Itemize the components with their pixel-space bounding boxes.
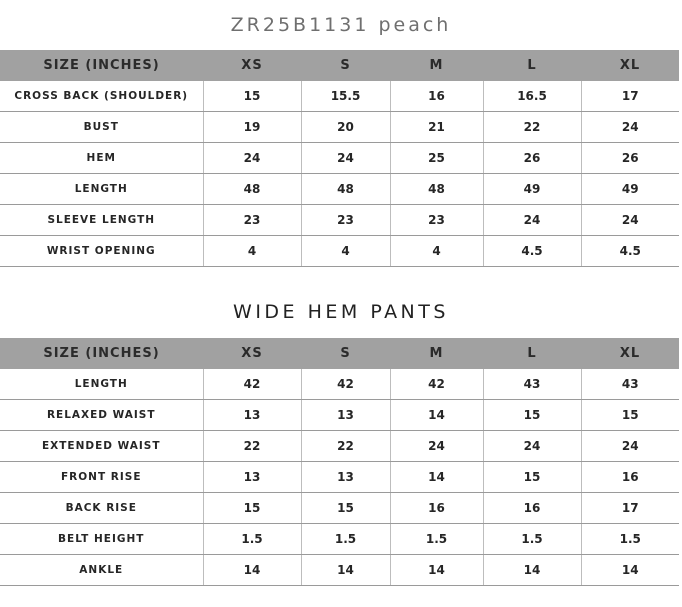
header-cell-l: L: [483, 338, 581, 369]
size-value-cell: 15: [203, 81, 301, 112]
size-value-cell: 19: [203, 112, 301, 143]
header-cell-m: M: [390, 338, 483, 369]
size-value-cell: 15: [483, 462, 581, 493]
row-label: RELAXED WAIST: [0, 400, 203, 431]
size-value-cell: 14: [203, 555, 301, 586]
row-label: ANKLE: [0, 555, 203, 586]
size-value-cell: 26: [581, 143, 679, 174]
table-header-row: [0, 50, 679, 81]
size-value-cell: 15: [203, 493, 301, 524]
header-cell-s: S: [301, 50, 390, 81]
size-value-cell: 24: [581, 112, 679, 143]
size-value-cell: 16.5: [483, 81, 581, 112]
size-value-cell: 13: [301, 462, 390, 493]
top-size-table: [0, 50, 679, 267]
table-row: [0, 112, 679, 143]
row-label: HEM: [0, 143, 203, 174]
size-value-cell: 42: [390, 369, 483, 400]
size-value-cell: 21: [390, 112, 483, 143]
size-value-cell: 43: [483, 369, 581, 400]
size-value-cell: 22: [483, 112, 581, 143]
row-label: BUST: [0, 112, 203, 143]
row-label: WRIST OPENING: [0, 236, 203, 267]
size-value-cell: 16: [390, 81, 483, 112]
table-row: [0, 143, 679, 174]
size-value-cell: 16: [483, 493, 581, 524]
size-value-cell: 24: [581, 205, 679, 236]
size-value-cell: 42: [301, 369, 390, 400]
row-label: EXTENDED WAIST: [0, 431, 203, 462]
size-value-cell: 14: [390, 555, 483, 586]
size-value-cell: 17: [581, 493, 679, 524]
size-value-cell: 14: [483, 555, 581, 586]
header-cell-m: M: [390, 50, 483, 81]
header-cell-xl: XL: [581, 338, 679, 369]
table-header-row: [0, 338, 679, 369]
size-value-cell: 24: [301, 143, 390, 174]
table-row: [0, 236, 679, 267]
size-value-cell: 1.5: [390, 524, 483, 555]
size-value-cell: 16: [390, 493, 483, 524]
size-value-cell: 43: [581, 369, 679, 400]
size-value-cell: 15: [581, 400, 679, 431]
header-cell-size: SIZE (INCHES): [0, 338, 203, 369]
bottom-table-body: [0, 369, 679, 586]
size-value-cell: 20: [301, 112, 390, 143]
bottom-section-title: WIDE HEM PANTS: [233, 301, 449, 323]
size-value-cell: 17: [581, 81, 679, 112]
table-row: [0, 493, 679, 524]
row-label: LENGTH: [0, 174, 203, 205]
row-label: CROSS BACK (SHOULDER): [0, 81, 203, 112]
size-value-cell: 24: [581, 431, 679, 462]
size-value-cell: 1.5: [203, 524, 301, 555]
table-row: [0, 462, 679, 493]
header-cell-xs: XS: [203, 338, 301, 369]
top-table-body: [0, 81, 679, 267]
table-row: [0, 369, 679, 400]
size-value-cell: 4: [203, 236, 301, 267]
row-label: FRONT RISE: [0, 462, 203, 493]
size-value-cell: 49: [581, 174, 679, 205]
size-value-cell: 42: [203, 369, 301, 400]
top-section-title: ZR25B1131 peach: [230, 14, 452, 36]
table-row: [0, 400, 679, 431]
size-value-cell: 4.5: [483, 236, 581, 267]
size-value-cell: 24: [203, 143, 301, 174]
table-row: [0, 431, 679, 462]
table-row: [0, 205, 679, 236]
size-value-cell: 22: [203, 431, 301, 462]
row-label: LENGTH: [0, 369, 203, 400]
size-value-cell: 4.5: [581, 236, 679, 267]
size-value-cell: 1.5: [301, 524, 390, 555]
table-row: [0, 81, 679, 112]
size-value-cell: 13: [203, 462, 301, 493]
size-value-cell: 24: [483, 205, 581, 236]
table-row: [0, 174, 679, 205]
size-value-cell: 4: [301, 236, 390, 267]
size-value-cell: 48: [301, 174, 390, 205]
size-value-cell: 22: [301, 431, 390, 462]
size-value-cell: 15.5: [301, 81, 390, 112]
header-cell-l: L: [483, 50, 581, 81]
size-value-cell: 23: [203, 205, 301, 236]
size-value-cell: 48: [390, 174, 483, 205]
table-row: [0, 555, 679, 586]
row-label: BACK RISE: [0, 493, 203, 524]
size-value-cell: 23: [301, 205, 390, 236]
size-value-cell: 4: [390, 236, 483, 267]
size-value-cell: 48: [203, 174, 301, 205]
size-value-cell: 24: [483, 431, 581, 462]
header-cell-xs: XS: [203, 50, 301, 81]
size-value-cell: 25: [390, 143, 483, 174]
size-value-cell: 1.5: [581, 524, 679, 555]
size-value-cell: 16: [581, 462, 679, 493]
size-value-cell: 14: [390, 462, 483, 493]
row-label: BELT HEIGHT: [0, 524, 203, 555]
size-value-cell: 13: [203, 400, 301, 431]
header-cell-s: S: [301, 338, 390, 369]
size-value-cell: 14: [390, 400, 483, 431]
size-value-cell: 15: [301, 493, 390, 524]
size-value-cell: 15: [483, 400, 581, 431]
table-row: [0, 524, 679, 555]
size-value-cell: 49: [483, 174, 581, 205]
size-value-cell: 14: [301, 555, 390, 586]
bottom-size-table: [0, 338, 679, 586]
row-label: SLEEVE LENGTH: [0, 205, 203, 236]
header-cell-size: SIZE (INCHES): [0, 50, 203, 81]
size-value-cell: 14: [581, 555, 679, 586]
header-cell-xl: XL: [581, 50, 679, 81]
size-value-cell: 1.5: [483, 524, 581, 555]
size-value-cell: 26: [483, 143, 581, 174]
size-value-cell: 24: [390, 431, 483, 462]
size-value-cell: 23: [390, 205, 483, 236]
size-value-cell: 13: [301, 400, 390, 431]
